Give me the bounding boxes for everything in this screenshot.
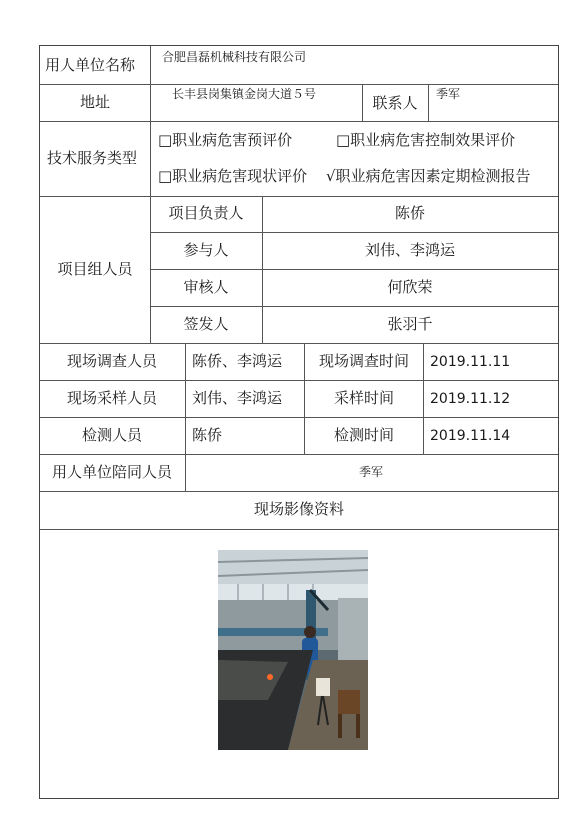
row-divider <box>40 491 558 492</box>
sampling-time-label: 采样时间 <box>333 389 395 407</box>
service-option-control-effect: □职业病危害控制效果评价 <box>336 131 516 149</box>
survey-staff-value: 陈侨、李鸿运 <box>192 352 283 370</box>
column-divider <box>423 343 424 454</box>
testing-staff-value: 陈侨 <box>192 426 223 444</box>
service-option-pre-evaluation: □职业病危害预评价 <box>158 131 293 149</box>
employer-label: 用人单位名称 <box>45 56 136 74</box>
team-name: 刘伟、李鸿运 <box>364 241 456 259</box>
row-divider <box>40 454 558 455</box>
row-divider <box>40 529 558 530</box>
row-divider <box>40 380 558 381</box>
testing-time-value: 2019.11.14 <box>430 428 511 444</box>
survey-time-value: 2019.11.11 <box>430 354 511 370</box>
row-divider <box>150 306 558 307</box>
team-name: 陈侨 <box>394 204 426 222</box>
team-role: 项目负责人 <box>168 204 244 222</box>
contact-value: 季军 <box>436 87 461 101</box>
sampling-staff-label: 现场采样人员 <box>66 389 158 407</box>
column-divider <box>185 343 186 491</box>
row-divider <box>40 84 558 85</box>
column-divider <box>304 343 305 454</box>
row-divider <box>40 196 558 197</box>
team-name: 张羽千 <box>387 315 433 333</box>
testing-staff-label: 检测人员 <box>81 426 143 444</box>
column-divider <box>362 84 363 121</box>
team-role: 签发人 <box>183 315 229 333</box>
column-divider <box>150 196 151 343</box>
photo-section-title: 现场影像资料 <box>253 500 345 518</box>
employer-value: 合肥昌磊机械科技有限公司 <box>162 50 307 64</box>
column-divider <box>150 46 151 196</box>
address-label: 地址 <box>79 93 111 111</box>
address-value: 长丰县岗集镇金岗大道５号 <box>172 87 317 101</box>
service-option-periodic-detection: √职业病危害因素定期检测报告 <box>326 167 531 185</box>
testing-time-label: 检测时间 <box>333 426 395 444</box>
survey-time-label: 现场调查时间 <box>318 352 410 370</box>
team-role: 审核人 <box>183 278 229 296</box>
service-option-status-evaluation: □职业病危害现状评价 <box>158 167 308 185</box>
row-divider <box>150 269 558 270</box>
row-divider <box>150 232 558 233</box>
contact-label: 联系人 <box>372 94 418 112</box>
sampling-time-value: 2019.11.12 <box>430 391 511 407</box>
team-name: 何欣荣 <box>387 278 433 296</box>
row-divider <box>40 417 558 418</box>
sampling-staff-value: 刘伟、李鸿运 <box>192 389 283 407</box>
service-type-label: 技术服务类型 <box>47 149 138 167</box>
team-role: 参与人 <box>183 241 229 259</box>
row-divider <box>40 121 558 122</box>
site-photo <box>218 550 368 750</box>
column-divider <box>428 84 429 121</box>
escort-label: 用人单位陪同人员 <box>51 463 173 481</box>
column-divider <box>262 196 263 343</box>
team-label: 项目组人员 <box>57 260 133 278</box>
escort-value: 季军 <box>358 465 384 479</box>
survey-staff-label: 现场调查人员 <box>66 352 158 370</box>
row-divider <box>40 343 558 344</box>
